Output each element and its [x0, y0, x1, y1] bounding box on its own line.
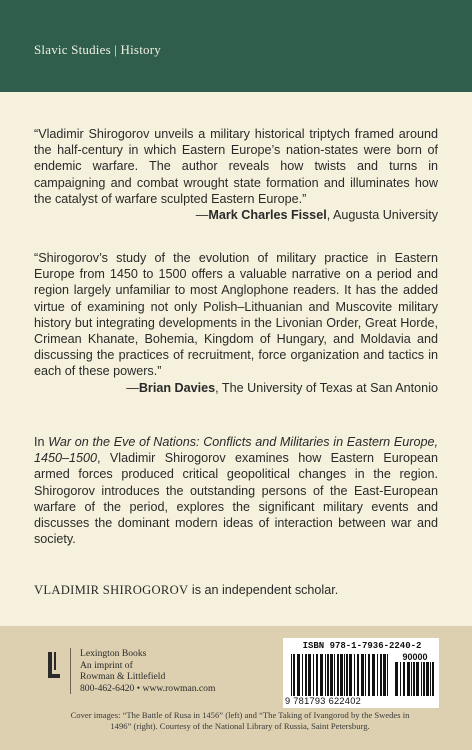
barcode-bar [383, 654, 386, 696]
author-bio [34, 582, 438, 598]
publisher-info [80, 648, 215, 694]
publisher-imprint-line: An imprint of [80, 659, 133, 671]
barcode-bar [426, 662, 429, 696]
price-addon-digits: 90000 [402, 652, 428, 662]
quote-attribution [34, 380, 438, 396]
description-text [34, 434, 438, 547]
barcode-bar [293, 654, 295, 696]
endorsement-quote-1 [34, 126, 438, 223]
barcode-bar [413, 662, 415, 696]
barcode-bar [387, 654, 388, 696]
ean-digits: 9 781793 622402 [285, 696, 362, 706]
endorsement-quote-2 [34, 250, 438, 396]
barcode-bar [337, 654, 339, 696]
barcode-bar [430, 662, 431, 696]
barcode-bar [308, 654, 311, 696]
barcode-bar [334, 654, 335, 696]
publisher-divider [70, 648, 71, 694]
barcode-bar [365, 654, 366, 696]
cover-credits: Cover images: “The Battle of Rusa in 1456” (left) and “The Taking of Ivangorod by the Swedes in 1496” (right). Courtesy of the National Library of Russia, Saint Petersburg. [70, 710, 410, 731]
barcode-bar [316, 654, 318, 696]
barcode-bar [354, 654, 355, 696]
barcode-bar [423, 662, 425, 696]
publisher-parent: Rowman & Littlefield [80, 671, 166, 683]
publisher-logo-icon [48, 650, 60, 680]
barcode-bar [432, 662, 434, 696]
barcode-bar [320, 654, 323, 696]
barcode-bar [411, 662, 412, 696]
barcode [283, 638, 439, 708]
barcode-bar [313, 654, 314, 696]
quote-author: Brian Davies [138, 380, 216, 395]
quote-text: “Vladimir Shirogorov unveils a military historical triptych framed around the half-century in which Eastern Europe’s nation-states were born of endemic warfare. The author reveals how twists and turns in campaigning and combat wrought state formation and illuminates how the catalyst of warfare sculpted Eastern Europe.” [34, 127, 438, 206]
description-lead: In [34, 435, 49, 449]
barcode-bar [325, 654, 326, 696]
description-rest: , Vladimir Shirogorov examines how Eastern European armed forces produced critical geopolitical changes in the region. Shirogorov introduces the outstanding persons of the East-European warfare of the period, explores the significant military events and discusses the dominant modern ideas of interaction between war and society. [34, 451, 438, 547]
ean-barcode-bars [291, 654, 391, 696]
barcode-bar [297, 654, 300, 696]
barcode-bar [407, 662, 410, 696]
barcode-bar [305, 654, 307, 696]
barcode-bar [377, 654, 378, 696]
attribution-dash: — [126, 380, 139, 395]
barcode-bar [400, 662, 401, 696]
quote-attribution [34, 207, 438, 223]
barcode-bar [421, 662, 422, 696]
addon-barcode-bars [395, 662, 435, 696]
quote-affiliation: , The University of Texas at San Antonio [215, 380, 438, 395]
author-name: VLADIMIR SHIROGOROV [34, 583, 189, 597]
book-description [34, 434, 438, 547]
barcode-bar [346, 654, 348, 696]
publisher-name: Lexington Books [80, 648, 147, 659]
barcode-bar [302, 654, 303, 696]
barcode-bar [368, 654, 370, 696]
publisher-contact: 800-462-6420 • www.rowman.com [80, 682, 216, 694]
barcode-bar [340, 654, 343, 696]
quote-affiliation: , Augusta University [326, 208, 438, 223]
barcode-bar [327, 654, 329, 696]
header-band [0, 0, 472, 92]
quote-text: “Shirogorov’s study of the evolution of military practice in Eastern Europe from 1450 to 1500 offers a valuable narrative on a period and region largely unfamiliar to most Anglophone readers. It has the added virtue of examining not only Polish–Lithuanian and Muscovite military history but integrating developments in the Livonian Order, Great Horde, Crimean Khanate, Bohemia, Kingdom of Hungary, and Moldavia and discussing the practices of recruitment, force organization and tactics in each of these powers.” [34, 251, 438, 379]
barcode-bar [291, 654, 292, 696]
barcode-bar [330, 654, 333, 696]
barcode-bar [416, 662, 419, 696]
barcode-bar [403, 662, 405, 696]
bio-text: is an independent scholar. [188, 583, 339, 597]
category-label: Slavic Studies | History [34, 42, 161, 57]
barcode-bar [395, 662, 398, 696]
barcode-bar [361, 654, 364, 696]
quote-author: Mark Charles Fissel [208, 208, 327, 223]
barcode-bar [380, 654, 382, 696]
attribution-dash: — [195, 208, 209, 223]
barcode-bar [344, 654, 345, 696]
isbn-label: ISBN 978-1-7936-2240-2 [302, 641, 422, 651]
barcode-bar [372, 654, 375, 696]
barcode-bar [357, 654, 359, 696]
book-title: War on the Eve of Nations: Conflicts and Militaries in Eastern Europe, 1450–1500 [34, 435, 438, 466]
barcode-bar [349, 654, 352, 696]
